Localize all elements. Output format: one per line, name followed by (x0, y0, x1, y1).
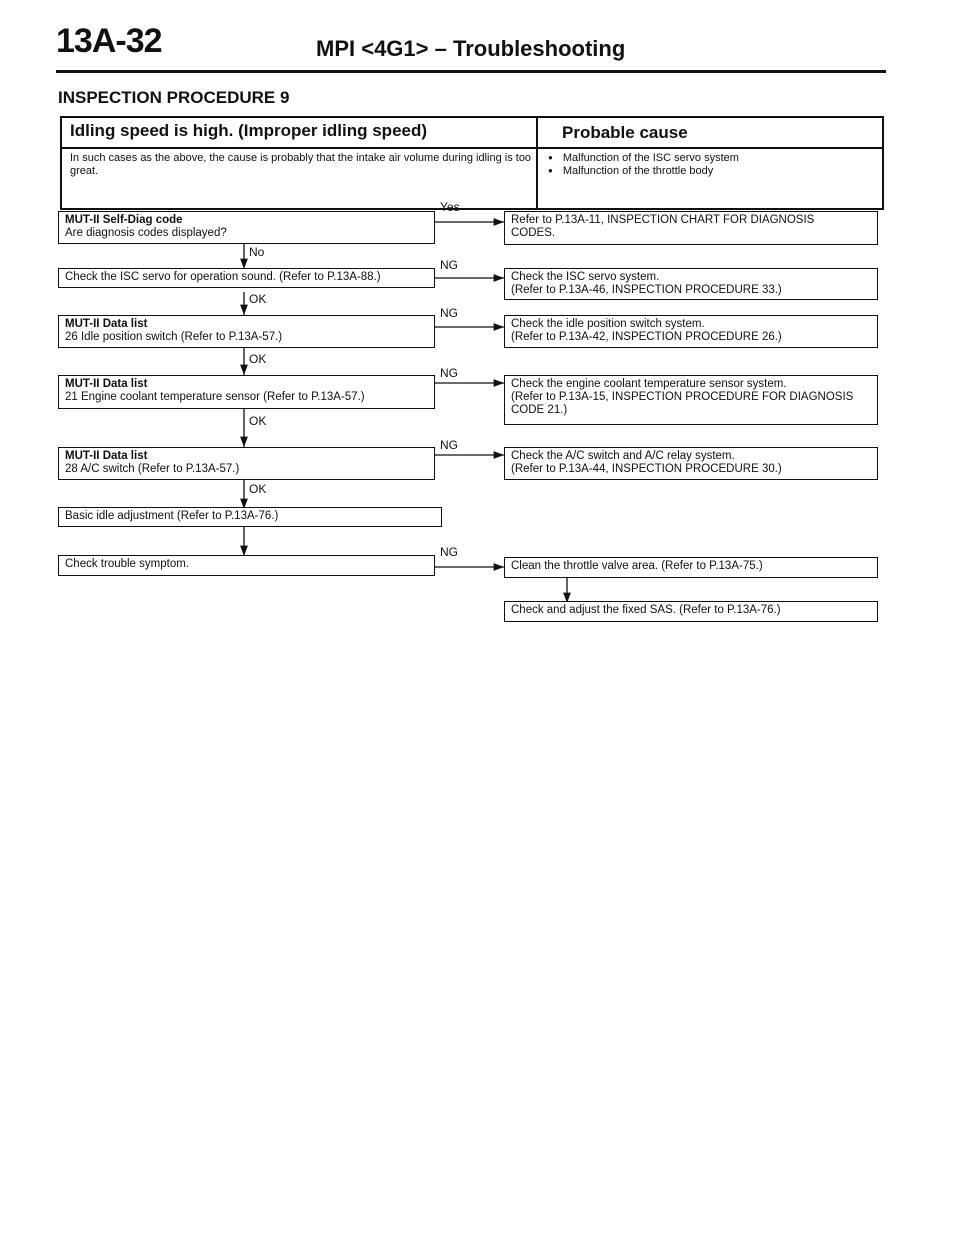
step-title: MUT-II Data list (65, 450, 148, 462)
result-text: (Refer to P.13A-44, INSPECTION PROCEDURE 30.) (511, 463, 782, 475)
cause-item: ● Malfunction of the throttle body (548, 165, 739, 178)
label-ok: OK (249, 292, 267, 306)
step-isc-sound (58, 268, 435, 288)
symptom-description: In such cases as the above, the cause is probably that the intake air volume during idling is too great. (70, 152, 532, 177)
result-isc-servo (504, 268, 878, 300)
result-text: Check the A/C switch and A/C relay system. (511, 450, 735, 462)
result-text: CODES. (511, 227, 556, 239)
result-diag-chart (504, 211, 878, 245)
page-number: 13A-32 (56, 22, 162, 60)
step-title: MUT-II Self-Diag code (65, 214, 183, 226)
step-self-diag (58, 211, 435, 244)
step-text: 26 Idle position switch (Refer to P.13A-57.) (65, 331, 283, 343)
result-text: Check and adjust the fixed SAS. (Refer to P.13A-76.) (511, 604, 781, 616)
step-text: 21 Engine coolant temperature sensor (Refer to P.13A-57.) (65, 391, 365, 403)
step-text: Check trouble symptom. (65, 558, 189, 570)
label-yes: Yes (440, 200, 460, 214)
result-ac-relay (504, 447, 878, 480)
step-title: MUT-II Data list (65, 378, 148, 390)
step-basic-idle (58, 507, 442, 527)
step-trouble-symptom (58, 555, 435, 576)
result-text: Check the engine coolant temperature sensor system. (511, 378, 787, 390)
symptom-title: Idling speed is high. (Improper idling speed) (70, 121, 428, 140)
cause-item: ● Malfunction of the ISC servo system (548, 152, 739, 165)
step-coolant-sensor (58, 375, 435, 409)
procedure-heading: INSPECTION PROCEDURE 9 (58, 88, 290, 107)
step-ac-switch (58, 447, 435, 480)
label-ng: NG (440, 438, 458, 452)
label-ok: OK (249, 482, 267, 496)
step-text: Check the ISC servo for operation sound. (Refer to P.13A-88.) (65, 271, 381, 283)
result-text: Check the ISC servo system. (511, 271, 660, 283)
result-text: Check the idle position switch system. (511, 318, 705, 330)
label-ng: NG (440, 366, 458, 380)
result-throttle-clean (504, 557, 878, 578)
label-ng: NG (440, 545, 458, 559)
step-text: 28 A/C switch (Refer to P.13A-57.) (65, 463, 240, 475)
step-text: Are diagnosis codes displayed? (65, 227, 227, 239)
result-coolant-sensor (504, 375, 878, 425)
result-text: (Refer to P.13A-42, INSPECTION PROCEDURE 26.) (511, 331, 782, 343)
page-title: MPI <4G1> – Troubleshooting (316, 36, 626, 61)
result-text: Clean the throttle valve area. (Refer to P.13A-75.) (511, 560, 763, 572)
result-text: Refer to P.13A-11, INSPECTION CHART FOR DIAGNOSIS (511, 214, 815, 226)
label-ok: OK (249, 352, 267, 366)
result-text: CODE 21.) (511, 404, 568, 416)
result-fixed-sas (504, 601, 878, 622)
probable-cause-heading: Probable cause (562, 123, 688, 142)
label-ng: NG (440, 306, 458, 320)
result-text: (Refer to P.13A-46, INSPECTION PROCEDURE 33.) (511, 284, 782, 296)
step-idle-switch (58, 315, 435, 348)
result-text: (Refer to P.13A-15, INSPECTION PROCEDURE FOR DIAGNOSIS (511, 391, 854, 403)
label-ok: OK (249, 414, 267, 428)
result-idle-switch (504, 315, 878, 348)
step-text: Basic idle adjustment (Refer to P.13A-76.) (65, 510, 279, 522)
step-title: MUT-II Data list (65, 318, 148, 330)
label-no: No (249, 245, 265, 259)
label-ng: NG (440, 258, 458, 272)
